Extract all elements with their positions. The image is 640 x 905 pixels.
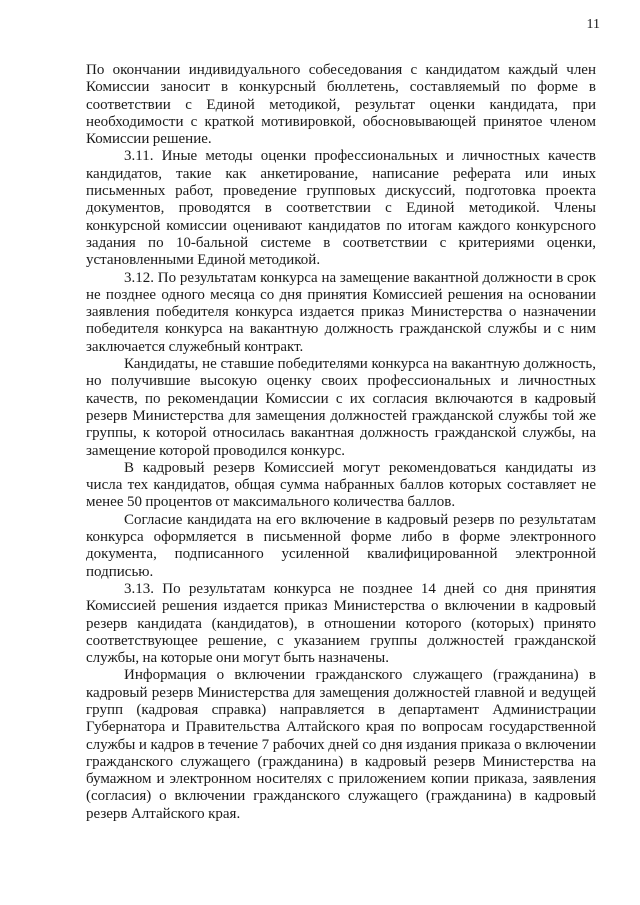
paragraph-reserve-candidates: Кандидаты, не ставшие победителями конкурса на вакантную должность, но получившие высокую оценку своих профессиональных и личностных качеств, по рекомендации Комиссии с их согласия включаются в кадровый резерв Министерства для замещения должностей гражданской службы той же группы, к которой относилась вакантная должность гражданской службы, на замещение которой проводился конкурс. bbox=[86, 356, 596, 459]
paragraph-reserve-recommendation: В кадровый резерв Комиссией могут рекомендоваться кандидаты из числа тех кандидатов, общая сумма набранных баллов которых составляет не менее 50 процентов от максимального количества баллов. bbox=[86, 459, 596, 511]
page-number: 11 bbox=[586, 17, 600, 32]
paragraph-consent: Согласие кандидата на его включение в кадровый резерв по результатам конкурса оформляется в письменной форме либо в форме электронного документа, подписанного усиленной квалифицированной электронной подписью. bbox=[86, 511, 596, 580]
document-body bbox=[86, 62, 596, 823]
paragraph-3-13: 3.13. По результатам конкурса не позднее 14 дней со дня принятия Комиссией решения издается приказ Министерства о включении в кадровый резерв кандидата (кандидатов), в отношении которого (которых) принято соответствующее решение, с указанием группы должностей гражданской службы, на которые они могут быть назначены. bbox=[86, 580, 596, 667]
paragraph-3-11: 3.11. Иные методы оценки профессиональных и личностных качеств кандидатов, такие как анкетирование, написание реферата или иных письменных работ, проведение групповых дискуссий, подготовка проекта документов, проводятся в соответствии с Единой методикой. Члены конкурсной комиссии оценивают кандидатов по итогам каждого конкурсного задания по 10-бальной системе в соответствии с критериями оценки, установленными Единой методикой. bbox=[86, 148, 596, 269]
paragraph-interview-result: По окончании индивидуального собеседования с кандидатом каждый член Комиссии заносит в конкурсный бюллетень, составляемый по форме в соответствии с Единой методикой, результат оценки кандидата, при необходимости с краткой мотивировкой, обосновывающей принятое членом Комиссии решение. bbox=[86, 62, 596, 148]
paragraph-information: Информация о включении гражданского служащего (гражданина) в кадровый резерв Министерства для замещения должностей главной и ведущей групп (кадровая справка) направляется в департамент Администрации Губернатора и Правительства Алтайского края по вопросам государственной службы и кадров в течение 7 рабочих дней со дня издания приказа о включении гражданского служащего (гражданина) в кадровый резерв Министерства на бумажном и электронном носителях с приложением копии приказа, заявления (согласия) о включении гражданского служащего (гражданина) в кадровый резерв Алтайского края. bbox=[86, 667, 596, 822]
paragraph-3-12: 3.12. По результатам конкурса на замещение вакантной должности в срок не позднее одного месяца со дня принятия Комиссией решения на основании заявления победителя конкурса издается приказ Министерства о назначении победителя конкурса на вакантную должность гражданской службы и с ним заключается служебный контракт. bbox=[86, 269, 596, 355]
